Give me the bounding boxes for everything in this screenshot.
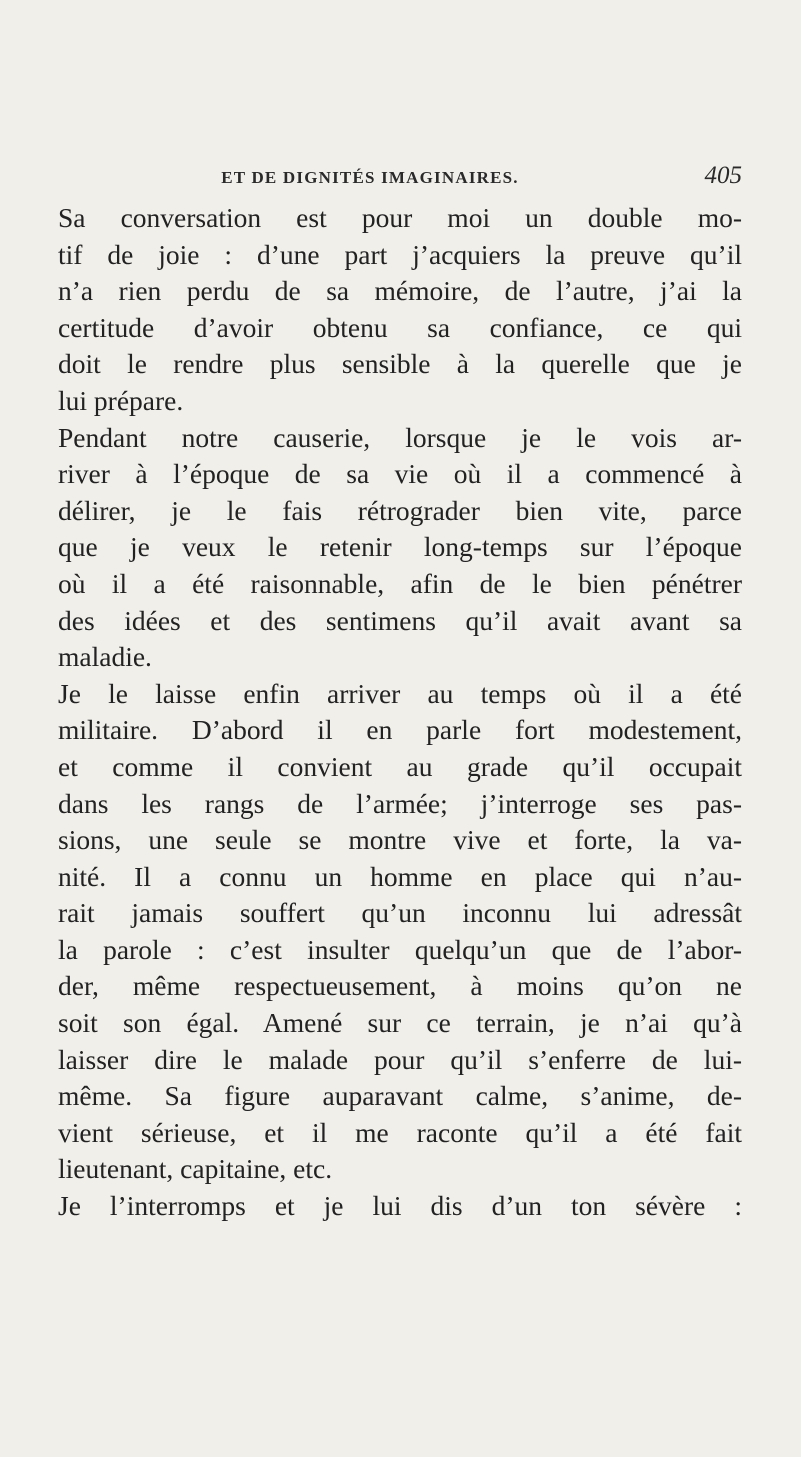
text-line: n’a rien perdu de sa mémoire, de l’autre, j’ai la [58, 275, 742, 307]
text-line: tif de joie : d’une part j’acquiers la preuve qu’il [58, 238, 742, 270]
text-line: dans les rangs de l’armée; j’interroge ses pas- [58, 787, 742, 819]
text-line: lieutenant, capitaine, etc. [58, 1153, 333, 1185]
text-line: où il a été raisonnable, afin de le bien pénétrer [58, 567, 742, 599]
text-line: Pendant notre causerie, lorsque je le vois ar- [58, 421, 742, 453]
text-line: der, même respectueusement, à moins qu’on ne [58, 970, 742, 1002]
text-line: même. Sa figure auparavant calme, s’anime, de- [58, 1080, 742, 1112]
text-line: lui prépare. [58, 384, 184, 416]
text-line: des idées et des sentimens qu’il avait avant sa [58, 604, 742, 636]
text-line: rait jamais souffert qu’un inconnu lui adressât [58, 897, 742, 929]
body-text [58, 200, 742, 1225]
text-line: vient sérieuse, et il me raconte qu’il a été fait [58, 1116, 742, 1148]
running-title: ET DE DIGNITÉS IMAGINAIRES. [221, 168, 519, 187]
text-line: délirer, je le fais rétrograder bien vite, parce [58, 494, 742, 526]
text-line: sions, une seule se montre vive et forte, la va- [58, 824, 742, 856]
running-head [84, 162, 742, 194]
text-line: la parole : c’est insulter quelqu’un que de l’abor- [58, 933, 742, 965]
text-line: et comme il convient au grade qu’il occupait [58, 750, 742, 782]
text-line: militaire. D’abord il en parle fort modestement, [58, 714, 742, 746]
text-line: Sa conversation est pour moi un double mo- [58, 202, 742, 233]
text-line: doit le rendre plus sensible à la querelle que je [58, 348, 742, 380]
text-line: que je veux le retenir long-temps sur l’époque [58, 531, 742, 563]
text-line: certitude d’avoir obtenu sa confiance, ce qui [58, 311, 742, 343]
text-line: Je le laisse enfin arriver au temps où il a été [58, 677, 742, 709]
text-line: laisser dire le malade pour qu’il s’enferre de lui- [58, 1043, 742, 1075]
text-line: Je l’interromps et je lui dis d’un ton sévère : [58, 1190, 742, 1222]
text-line: maladie. [58, 641, 152, 673]
page-number: 405 [704, 162, 742, 189]
text-line: river à l’époque de sa vie où il a commencé à [58, 458, 742, 490]
text-line: soit son égal. Amené sur ce terrain, je n’ai qu’à [58, 1007, 742, 1039]
text-line: nité. Il a connu un homme en place qui n’au- [58, 860, 742, 892]
